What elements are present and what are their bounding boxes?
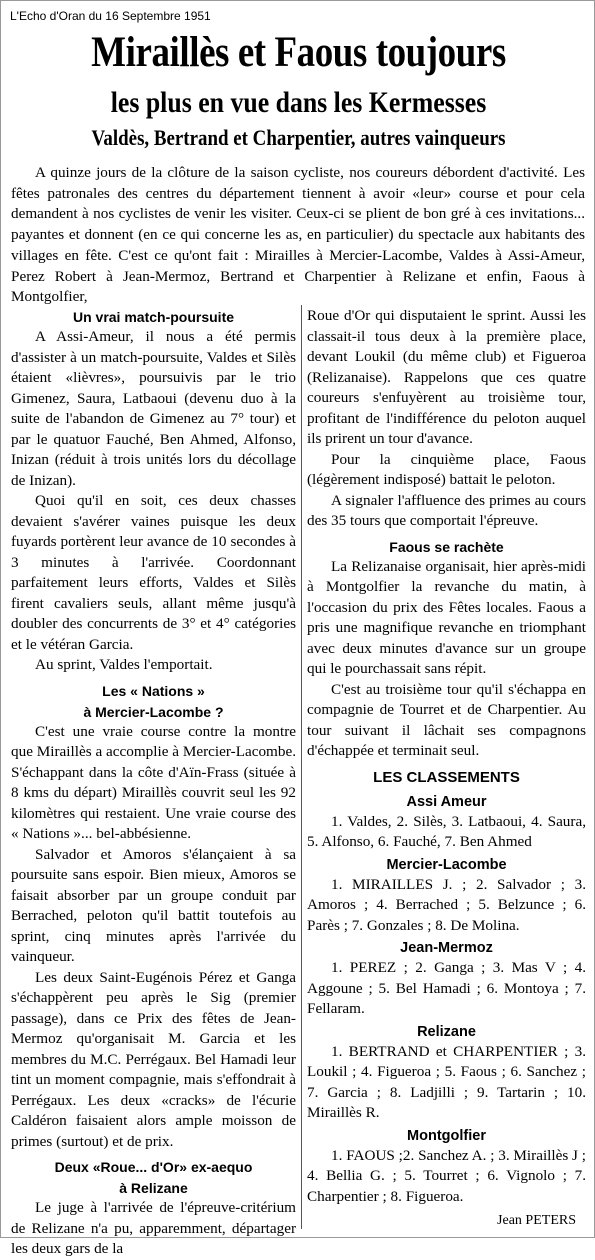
paragraph: Pour la cinquième place, Faous (légèrement indisposé) battait le peloton. [307,450,586,488]
paragraph: A signaler l'affluence des primes au cours des 35 tours que comportait l'épreuve. [307,491,586,529]
source-line: L'Echo d'Oran du 16 Septembre 1951 [10,9,211,23]
paragraph: Les deux Saint-Eugénois Pérez et Ganga s'échappèrent peu après le Sig (premier passage), dans ce Prix des fêtes de Jean-Mermoz qu'organisait M. Garcia et les membres du M.C. Perrégaux. Bel Hamadi leur tint un moment compagnie, mais s'effondrait à Perrégaux. Les deux «cracks» de l'écurie Caldéron faisaient alors ample moisson de primes (surtout) et de prix. [11,968,296,1150]
section-title-mercier-lacombe: à Mercier-Lacombe ? [83,703,224,720]
town-results: 1. BERTRAND et CHARPENTIER ; 3. Loukil ; 4. Figueroa ; 5. Faous ; 6. Sanchez ; 7. Garcia ; 8. Ladjilli ; 9. Tartarin ; 10. Miraillès R. [307,1042,586,1121]
section-title-match-poursuite: Un vrai match-poursuite [72,309,235,325]
lead-paragraph: A quinze jours de la clôture de la saison cycliste, nos coureurs débordent d'activité. Les fêtes patronales des centres du département tiennent à avoir «leur» course et pour cela demandent à nos cyclistes de venir les visiter. Ceux-ci se plient de bon gré à ces invitations... payantes et donnent (en ce qui concerne les as, en particulier) du spectacle aux habitants des villages en fête. C'est ce qu'ont fait : Mirailles à Mercier-Lacombe, Valdes à Assi-Ameur, Perez Robert à Jean-Mermoz, Bertrand et Charpentier à Relizane et enfin, Faous à Montgolfier, [11,164,585,306]
paragraph: C'est au troisième tour qu'il s'échappa en compagnie de Tourret et de Charpentier. Au tour suivant il lâchait ses compagnons d'échappée et terminait seul. [307,680,586,759]
town-name: Jean-Mermoz [400,940,493,956]
author-signature: Jean PETERS [497,1213,576,1228]
section-title-nations: Les « Nations » [102,682,205,699]
headline: Miraillès et Faous toujours [91,29,506,76]
town-results: 1. PEREZ ; 2. Ganga ; 3. Mas V ; 4. Aggoune ; 5. Bel Hamadi ; 6. Montoya ; 7. Fellaram. [307,959,586,1017]
paragraph: Quoi qu'il en soit, ces deux chasses devaient s'avérer vaines puisque les deux fuyards portèrent leur avance de 10 secondes à 3 minutes à l'arrivée. Coordonnant parfaitement leurs efforts, Valdes et Silès firent cavaliers seuls, allant même jusqu'à doubler des concurrents de 3° et 4° catégories et le vétéran Garcia. [11,492,296,653]
section-title-relizane: à Relizane [119,1180,188,1196]
paragraph: C'est une vraie course contre la montre que Miraillès a accomplie à Mercier-Lacombe. S'échappant dans la côte d'Aïn-Frass (située à 8 kms du départ) Miraillès couvrit seul les 92 kilomètres qui restaient. Une vraie course des « Nations »... bel-abbésienne. [11,722,296,842]
subheadline: les plus en vue dans les Kermesses [110,86,487,119]
deck: Valdès, Bertrand et Charpentier, autres vainqueurs [91,125,506,150]
paragraph: Le juge à l'arrivée de l'épreuve-critérium de Relizane n'a pu, apparemment, départager les deux gars de la [11,1199,296,1257]
paragraph: A Assi-Ameur, il nous a été permis d'assister à un match-poursuite, Valdes et Silès étaient «lièvres», poursuivis par le trio Gimenez, Saura, Latbaoui (devenu duo à la suite de l'abandon de Gimenez au 7° tour) et par le quatuor Fauché, Ben Ahmed, Alfonso, Inizan (réduit à trois unités lors du décollage de Inizan). [11,328,296,489]
classements-title: LES CLASSEMENTS [373,768,520,786]
paragraph: La Relizanaise organisait, hier après-midi à Montgolfier la revanche du matin, à l'occasion du prix des Fêtes locales. Faous a pris une magnifique revanche en triomphant avec deux minutes d'avance sur un groupe qui le pourchassait sans répit. [307,557,586,677]
paragraph: Au sprint, Valdes l'emportait. [35,656,213,673]
town-results: 1. Valdes, 2. Silès, 3. Latbaoui, 4. Saura, 5. Alfonso, 6. Fauché, 7. Ben Ahmed [307,812,586,850]
left-column [11,306,296,1260]
town-name: Relizane [417,1023,476,1040]
town-results: 1. FAOUS ;2. Sanchez A. ; 3. Miraillès J ; 4. Bellia G. ; 5. Tourret ; 6. Vignolo ; 7. Charpentier ; 8. Figueroa. [307,1146,586,1205]
town-name: Assi Ameur [406,793,487,810]
paragraph: Salvador et Amoros s'élançaient à sa poursuite sans espoir. Bien mieux, Amoros se faisait absorber par un groupe conduit par Berrached, peloton qu'il battit toutefois au sprint, cinq minutes après l'arrivée du vainqueur. [11,845,296,965]
town-results: 1. MIRAILLES J. ; 2. Salvador ; 3. Amoros ; 4. Berrached ; 5. Belzunce ; 6. Parès ; 7. Gonzales ; 8. De Molina. [307,875,586,934]
section-title-roue-dor: Deux «Roue... d'Or» ex-aequo [54,1159,253,1175]
paragraph: Roue d'Or qui disputaient le sprint. Aussi les classait-il tous deux à la première place, devant Loukil (du même club) et Figueroa (Relizanaise). Rappelons que ces quatre coureurs s'enfuyèrent au troisième tour, profitant de l'indifférence du peloton auquel ils prirent un tour d'avance. [307,307,586,447]
town-name: Mercier-Lacombe [386,856,507,873]
column-divider [301,305,302,1229]
right-column [307,306,586,1232]
town-name: Montgolfier [407,1127,486,1144]
section-title-faous: Faous se rachète [389,538,504,555]
